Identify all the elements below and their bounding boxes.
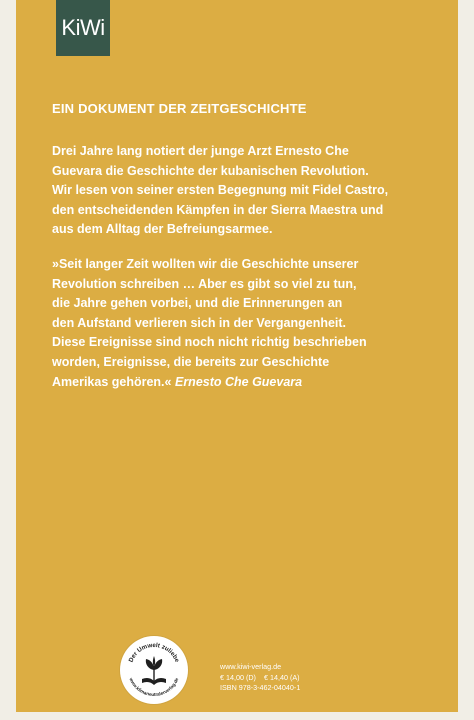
quote-line: Diese Ereignisse sind noch nicht richtig beschrieben [52,334,367,350]
quote-author: Ernesto Che Guevara [174,373,303,389]
seal-top-text: Der Umwelt zuliebe [127,641,181,664]
back-cover [16,0,458,712]
description-line: Wir lesen von seiner ersten Begegnung mit Fidel Castro, [52,182,389,198]
description-line: Guevara die Geschichte der kubanischen Revolution. [52,162,369,178]
seal-bottom-text: www.klimaneutralerverlag.de [128,677,180,698]
quote-end: Amerikas gehören.« [52,373,172,389]
price-germany: € 14,00 (D) [220,672,256,682]
climate-neutral-seal [120,636,188,704]
kiwi-logo [56,0,110,56]
quote-line-last [52,372,437,392]
quote-line: worden, Ereignisse, die bereits zur Geschichte [52,353,330,369]
imprint-info [220,662,300,694]
quote-line: Revolution schreiben … Aber es gibt so viel zu tun, [52,275,357,291]
price-austria: € 14,40 (A) [263,672,300,682]
seal-graphic [120,636,188,704]
quote-line: »Seit langer Zeit wollten wir die Geschichte unserer [52,256,359,271]
leaf-book-icon [142,656,166,685]
quote-line: die Jahre gehen vorbei, und die Erinnerungen an [52,295,343,311]
price-row [220,673,300,684]
description-paragraph [52,141,437,239]
description-line: den entscheidenden Kämpfen in der Sierra Maestra und [52,201,384,217]
logo-text: KiWi [61,15,105,40]
publisher-website: www.kiwi-verlag.de [220,662,282,671]
quote-line: den Aufstand verlieren sich in der Vergangenheit. [52,314,347,330]
description-line: Drei Jahre lang notiert der junge Arzt Ernesto Che [52,143,349,158]
barcode-area [366,636,458,702]
isbn: ISBN 978-3-462-04040-1 [220,683,301,693]
description-line: aus dem Alltag der Befreiungsarmee. [52,221,273,237]
quote-paragraph [52,254,437,391]
cover-heading: EIN DOKUMENT DER ZEITGESCHICHTE [52,101,307,116]
